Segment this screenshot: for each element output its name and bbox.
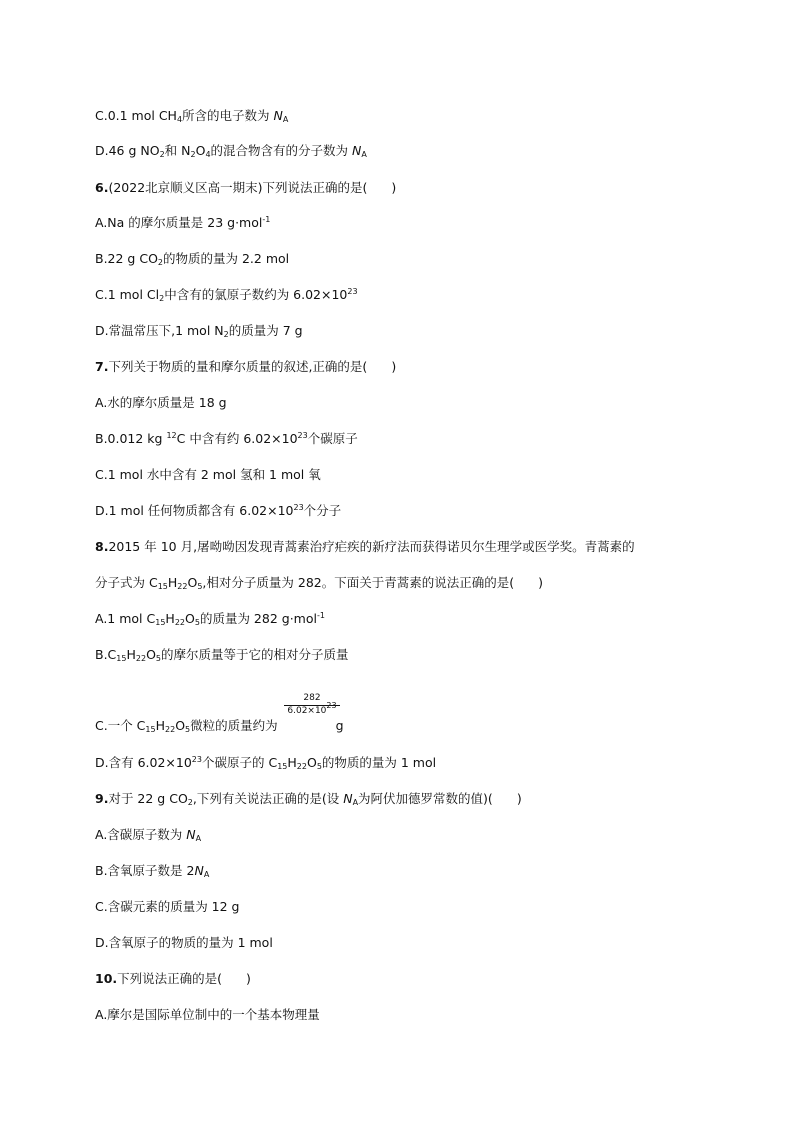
q9-option-b: B.含氧原子数是 $2N_A$ [95, 863, 210, 879]
q8-option-b: $B.C_{15}H_{22}O_5$的摩尔质量等于它的相对分子质量 [95, 647, 349, 663]
q10-option-a: A.摩尔是国际单位制中的一个基本物理量 [95, 1007, 320, 1022]
q8-stem-line2: 分子式为 $C_{15}H_{22}O_5$,相对分子质量为 282。下面关于青蒿素的说法正确的是( ) [95, 575, 543, 591]
fraction-denominator: $6.02\times 10^{23}$ [287, 701, 337, 716]
q9-option-d: D.含氧原子的物质的量为 1 mol [95, 935, 273, 950]
q6-option-b: B.22 g $CO_2$的物质的量为 2.2 mol [95, 251, 290, 267]
q6-option-c: C.1 mol $Cl_2$中含有的氯原子数约为 $6.02\times 10^{23}$ [95, 287, 358, 303]
q10-stem: 10.下列说法正确的是( ) [95, 971, 251, 986]
q8-stem-line1: 8.2015 年 10 月,屠呦呦因发现青蒿素治疗疟疾的新疗法而获得诺贝尔生理学或医学奖。青蒿素的 [95, 539, 635, 554]
q7-option-b: B.0.012 kg $^{12}$C 中含有约 $6.02\times 10^{23}$个碳原子 [95, 431, 358, 446]
q7-option-d: D.1 mol 任何物质都含有 $6.02\times 10^{23}$个分子 [95, 503, 342, 518]
q6-option-d: D.常温常压下,1 mol $N_2$的质量为 7 g [95, 323, 303, 339]
q8-option-d: D.含有 $6.02\times 10^{23}$个碳原子的 $C_{15}H_{22}O_5$的物质的量为 1 mol [95, 755, 437, 771]
q6-option-a: A.Na 的摩尔质量是 23 g·mol$^{-1}$ [95, 215, 271, 230]
q6-stem: 6.(2022北京顺义区高一期末)下列说法正确的是( ) [95, 180, 397, 195]
q7-option-c: C.1 mol 水中含有 2 mol 氢和 1 mol 氧 [95, 467, 321, 482]
q9-option-a: A.含碳原子数为 $N_A$ [95, 827, 202, 843]
q5-option-d: D.46 g $NO_2$和 $N_2O_4$的混合物含有的分子数为 $N_A$ [95, 143, 367, 159]
fraction-numerator: 282 [284, 693, 340, 706]
q9-stem: 9.对于 22 g $CO_2$,下列有关说法正确的是(设 $N_A$为阿伏加德罗常数的值)( ) [95, 791, 522, 807]
q7-option-a: A.水的摩尔质量是 18 g [95, 395, 227, 410]
q8-fraction [284, 693, 340, 717]
q8-option-a: A.1 mol $C_{15}H_{22}O_5$的质量为 282 g·mol$^{-1}$ [95, 611, 325, 627]
q7-stem: 7.下列关于物质的量和摩尔质量的叙述,正确的是( ) [95, 359, 397, 374]
q8-option-c: C.一个 $C_{15}H_{22}O_5$微粒的质量约为 g [95, 718, 344, 734]
q9-option-c: C.含碳元素的质量为 12 g [95, 899, 240, 914]
q5-option-c: C.0.1 mol $CH_4$所含的电子数为 $N_A$ [95, 108, 289, 124]
